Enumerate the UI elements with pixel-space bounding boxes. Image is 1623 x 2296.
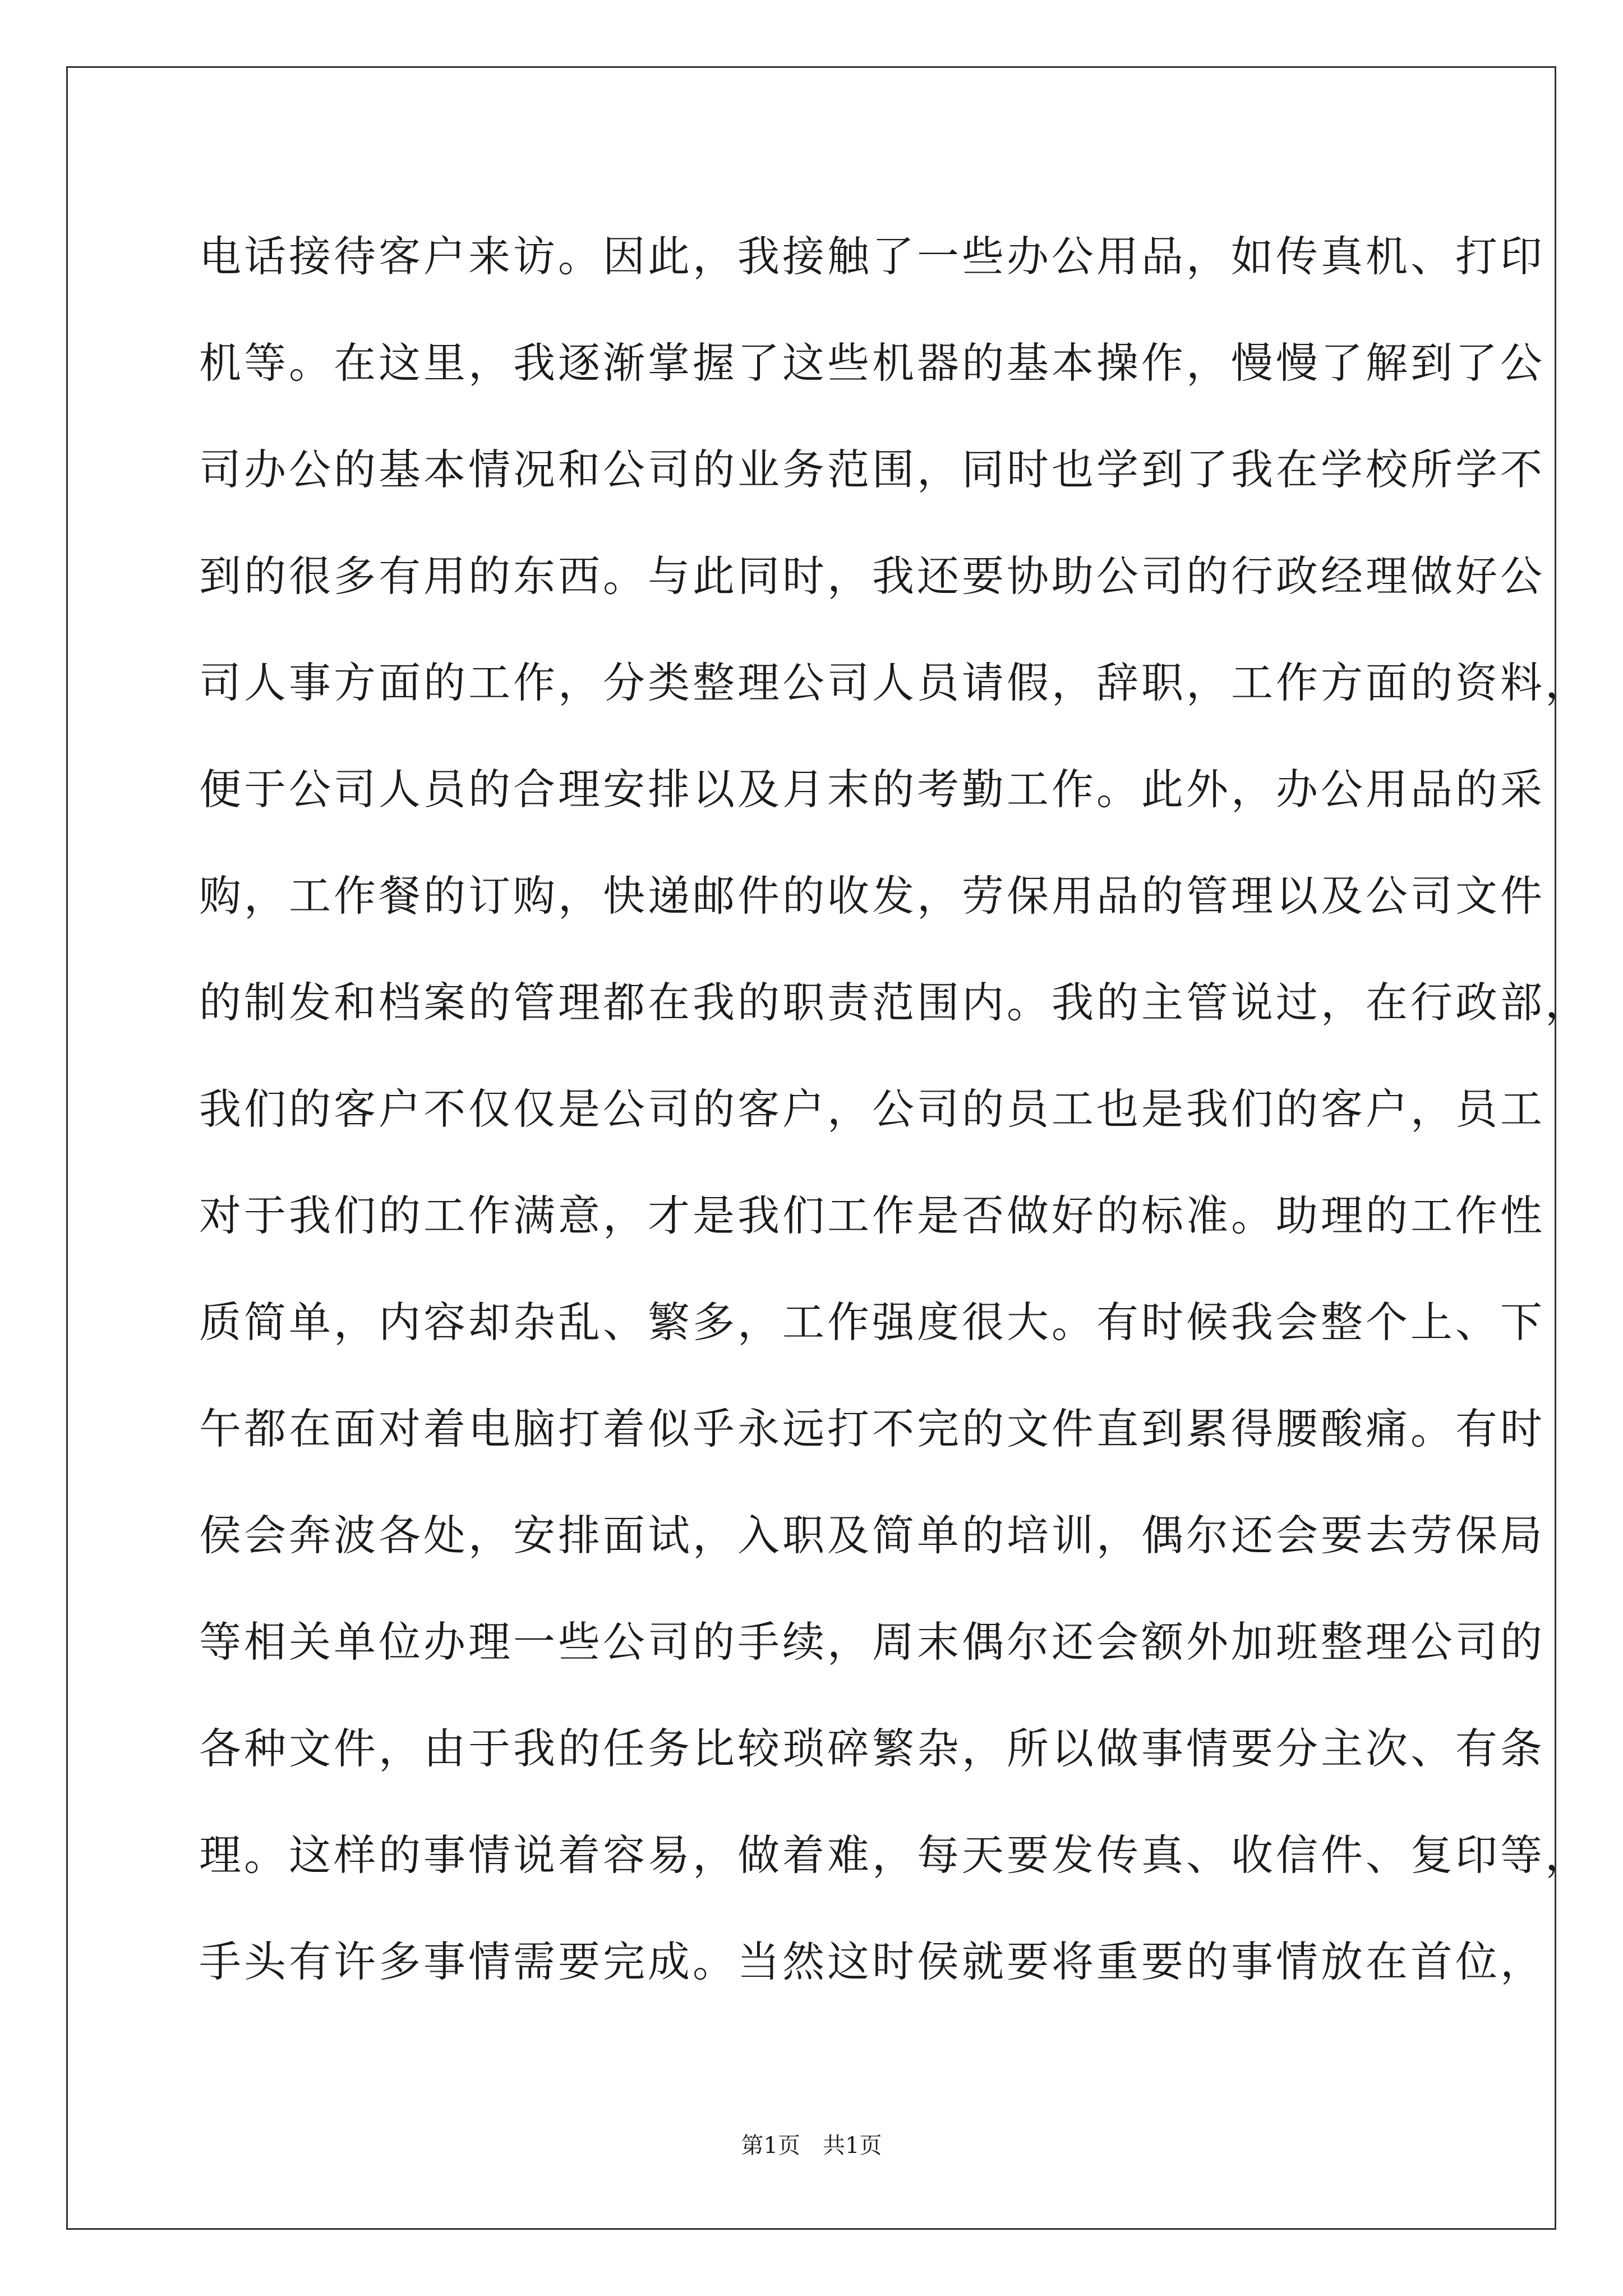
text-line: 质简单，内容却杂乱、繁多，工作强度很大。有时候我会整个上、下 [199, 1297, 1546, 1347]
text-line: 各种文件，由于我的任务比较琐碎繁杂，所以做事情要分主次、有条 [199, 1724, 1546, 1773]
text-line: 便于公司人员的合理安排以及月末的考勤工作。此外，办公用品的采 [199, 765, 1546, 814]
text-line: 午都在面对着电脑打着似乎永远打不完的文件直到累得腰酸痛。有时 [199, 1404, 1546, 1453]
text-line: 机等。在这里，我逐渐掌握了这些机器的基本操作，慢慢了解到了公 [199, 338, 1546, 388]
text-line: 我们的客户不仅仅是公司的客户，公司的员工也是我们的客户，员工 [199, 1084, 1546, 1134]
text-line: 手头有许多事情需要完成。当然这时侯就要将重要的事情放在首位， [199, 1937, 1546, 1986]
text-line: 电话接待客户来访。因此，我接触了一些办公用品，如传真机、打印 [199, 232, 1546, 281]
body-text [199, 203, 1590, 2015]
text-line: 侯会奔波各处，安排面试，入职及简单的培训，偶尔还会要去劳保局 [199, 1511, 1546, 1560]
text-line: 对于我们的工作满意，才是我们工作是否做好的标准。助理的工作性 [199, 1191, 1546, 1240]
text-line: 司办公的基本情况和公司的业务范围，同时也学到了我在学校所学不 [199, 445, 1546, 494]
text-line: 理。这样的事情说着容易，做着难，每天要发传真、收信件、复印等， [199, 1830, 1590, 1880]
text-line: 等相关单位办理一些公司的手续，周末偶尔还会额外加班整理公司的 [199, 1617, 1546, 1667]
text-line: 购，工作餐的订购，快递邮件的收发，劳保用品的管理以及公司文件 [199, 871, 1546, 921]
text-line: 司人事方面的工作，分类整理公司人员请假，辞职，工作方面的资料， [199, 658, 1590, 707]
text-line: 的制发和档案的管理都在我的职责范围内。我的主管说过，在行政部， [199, 978, 1590, 1027]
page-number: 第1页 共1页 [741, 2133, 882, 2159]
text-line: 到的很多有用的东西。与此同时，我还要协助公司的行政经理做好公 [199, 551, 1546, 601]
